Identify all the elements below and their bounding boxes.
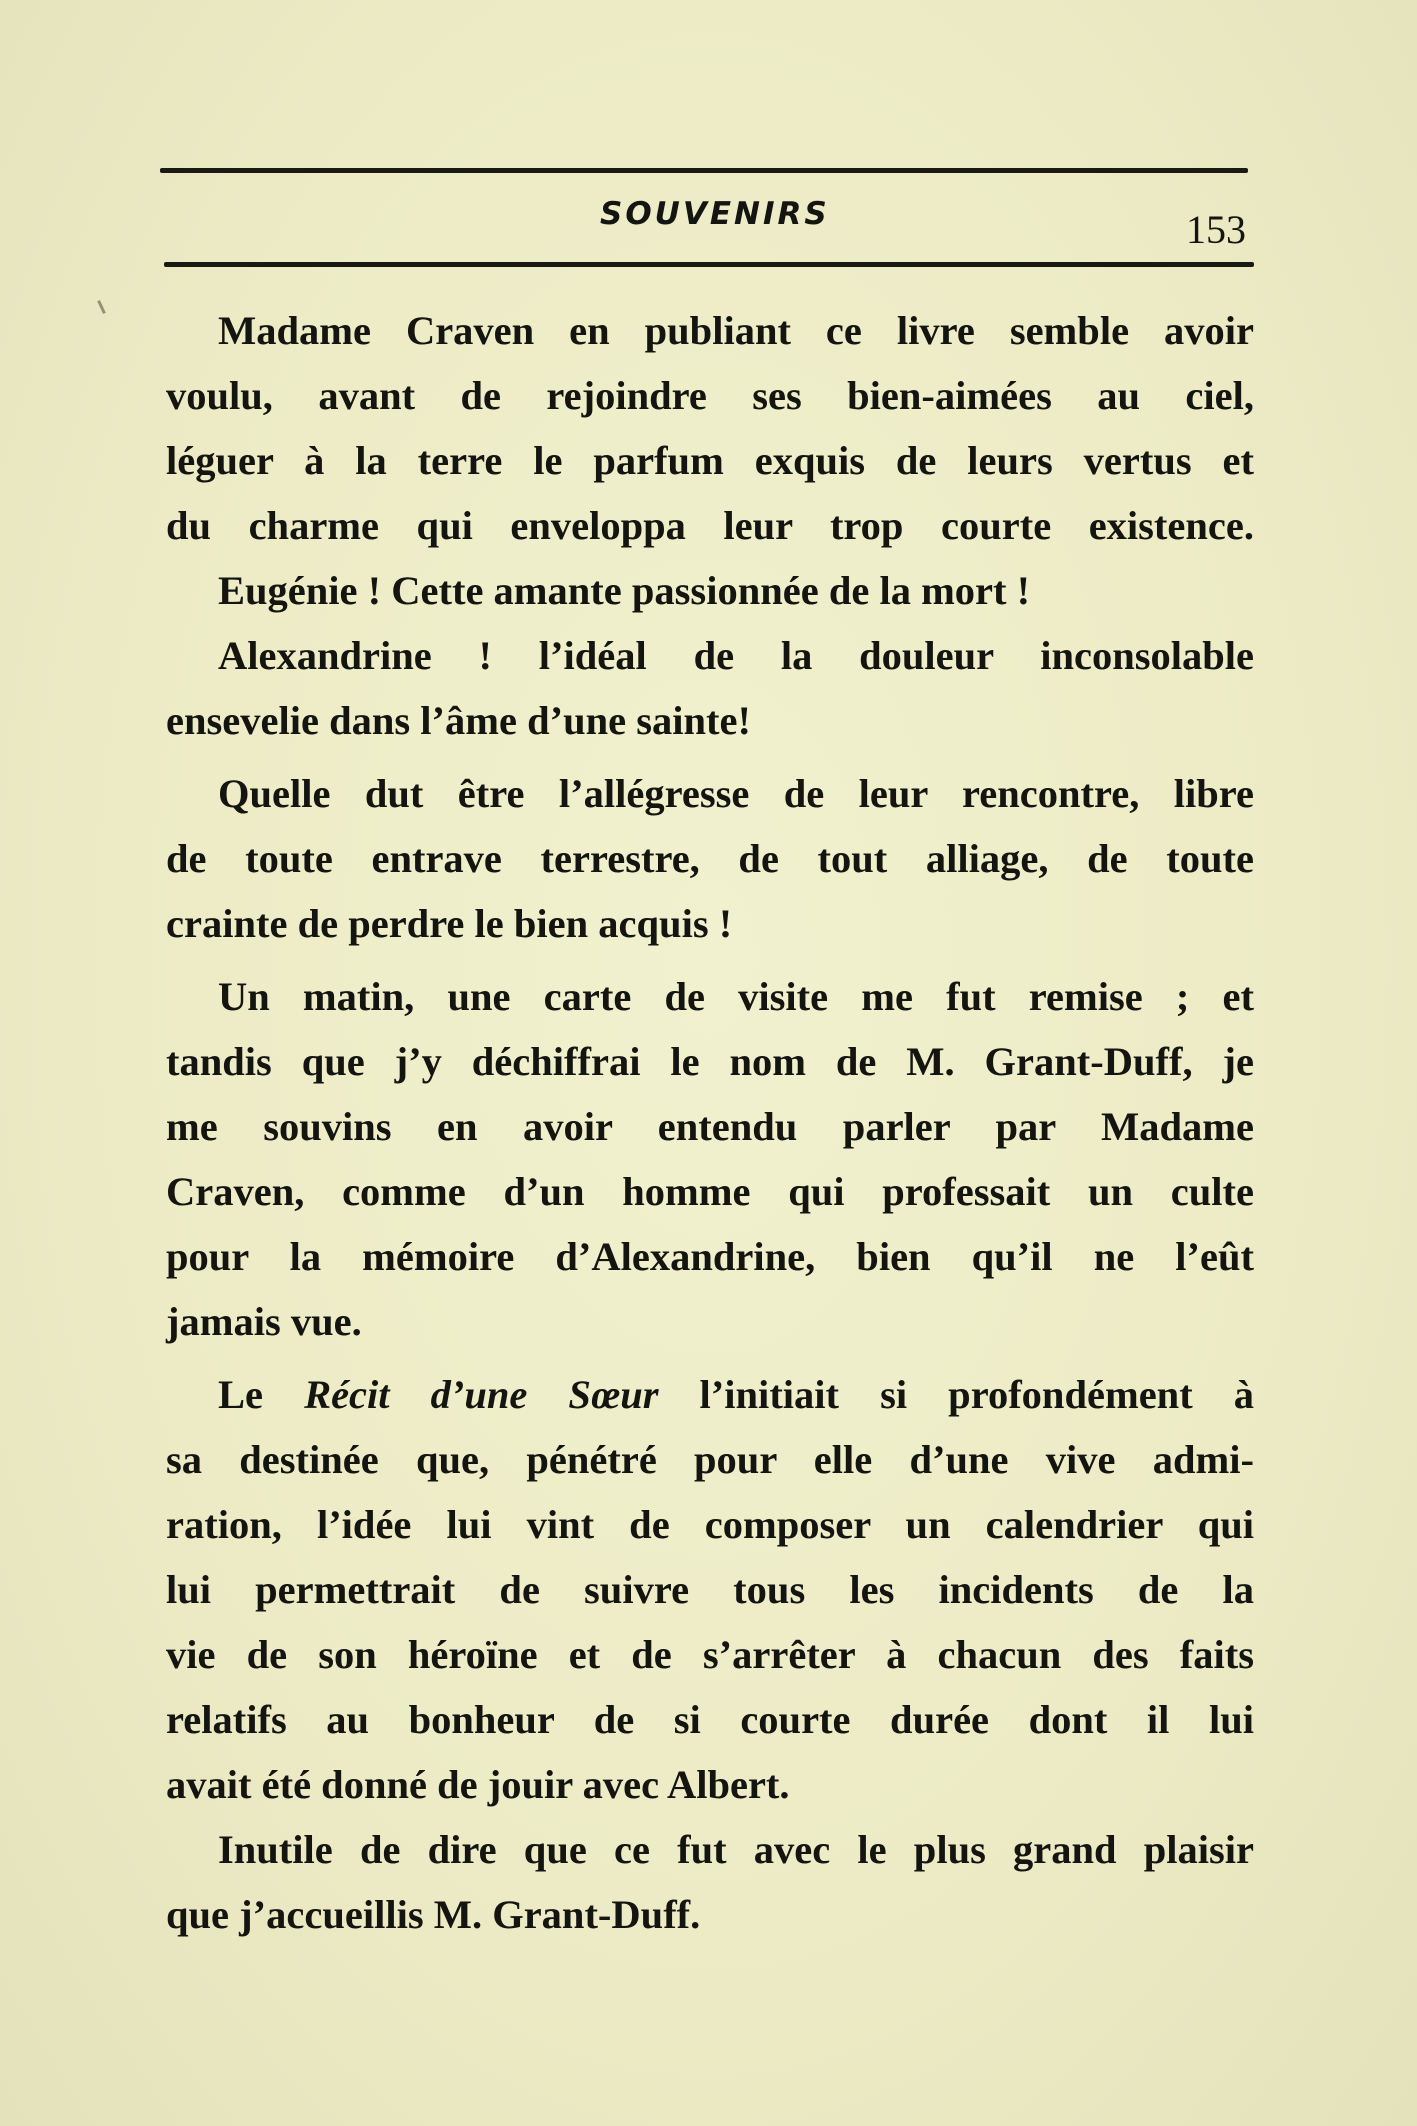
text-line: Craven, comme d’un homme qui professait un culte (166, 1169, 1254, 1214)
ink-mark (97, 300, 106, 314)
text-line: avait été donné de jouir avec Albert. (166, 1762, 790, 1807)
text-line: Inutile de dire que ce fut avec le plus grand plaisir (218, 1827, 1254, 1872)
paragraph (166, 298, 1254, 558)
text-line (166, 1362, 1254, 1427)
body-text (166, 298, 1254, 1947)
text-line: ensevelie dans l’âme d’une sainte! (166, 698, 751, 743)
text-fragment: Le (218, 1372, 263, 1417)
text-line: de toute entrave terrestre, de tout alliage, de toute (166, 836, 1254, 881)
text-line: léguer à la terre le parfum exquis de leurs vertus et (166, 438, 1254, 483)
text-line: Alexandrine ! l’idéal de la douleur inconsolable (218, 633, 1254, 678)
text-line: tandis que j’y déchiffrai le nom de M. Grant-Duff, je (166, 1039, 1254, 1084)
text-line: crainte de perdre le bien acquis ! (166, 901, 733, 946)
text-line: ration, l’idée lui vint de composer un calendrier qui (166, 1502, 1254, 1547)
page-number: 153 (1186, 207, 1246, 252)
text-line: sa destinée que, pénétré pour elle d’une vive admi- (166, 1437, 1254, 1482)
text-line: jamais vue. (166, 1299, 362, 1344)
header-rule-top (160, 168, 1248, 173)
text-line: relatifs au bonheur de si courte durée dont il lui (166, 1697, 1254, 1742)
header-rule-bottom (164, 262, 1254, 267)
text-line: Madame Craven en publiant ce livre semble avoir (218, 308, 1254, 353)
text-line: voulu, avant de rejoindre ses bien-aimées au ciel, (166, 373, 1254, 418)
paragraph (166, 964, 1254, 1354)
book-title: Récit d’une Sœur (304, 1372, 659, 1417)
text-line: Un matin, une carte de visite me fut remise ; et (218, 974, 1254, 1019)
text-line: lui permettrait de suivre tous les incidents de la (166, 1567, 1254, 1612)
paragraph (166, 1817, 1254, 1947)
text-line: du charme qui enveloppa leur trop courte existence. (166, 503, 1254, 548)
running-head: SOUVENIRS (600, 196, 830, 232)
paragraph (166, 623, 1254, 753)
paragraph (166, 1362, 1254, 1817)
text-line: vie de son héroïne et de s’arrêter à chacun des faits (166, 1632, 1254, 1677)
text-line: Eugénie ! Cette amante passionnée de la mort ! (218, 568, 1031, 613)
text-line: pour la mémoire d’Alexandrine, bien qu’il ne l’eût (166, 1234, 1254, 1279)
text-fragment: l’initiait si profondément à (699, 1372, 1254, 1417)
text-line: me souvins en avoir entendu parler par Madame (166, 1104, 1254, 1149)
paragraph (166, 558, 1254, 623)
paragraph (166, 761, 1254, 956)
text-line: que j’accueillis M. Grant-Duff. (166, 1892, 701, 1937)
text-line: Quelle dut être l’allégresse de leur rencontre, libre (218, 771, 1254, 816)
